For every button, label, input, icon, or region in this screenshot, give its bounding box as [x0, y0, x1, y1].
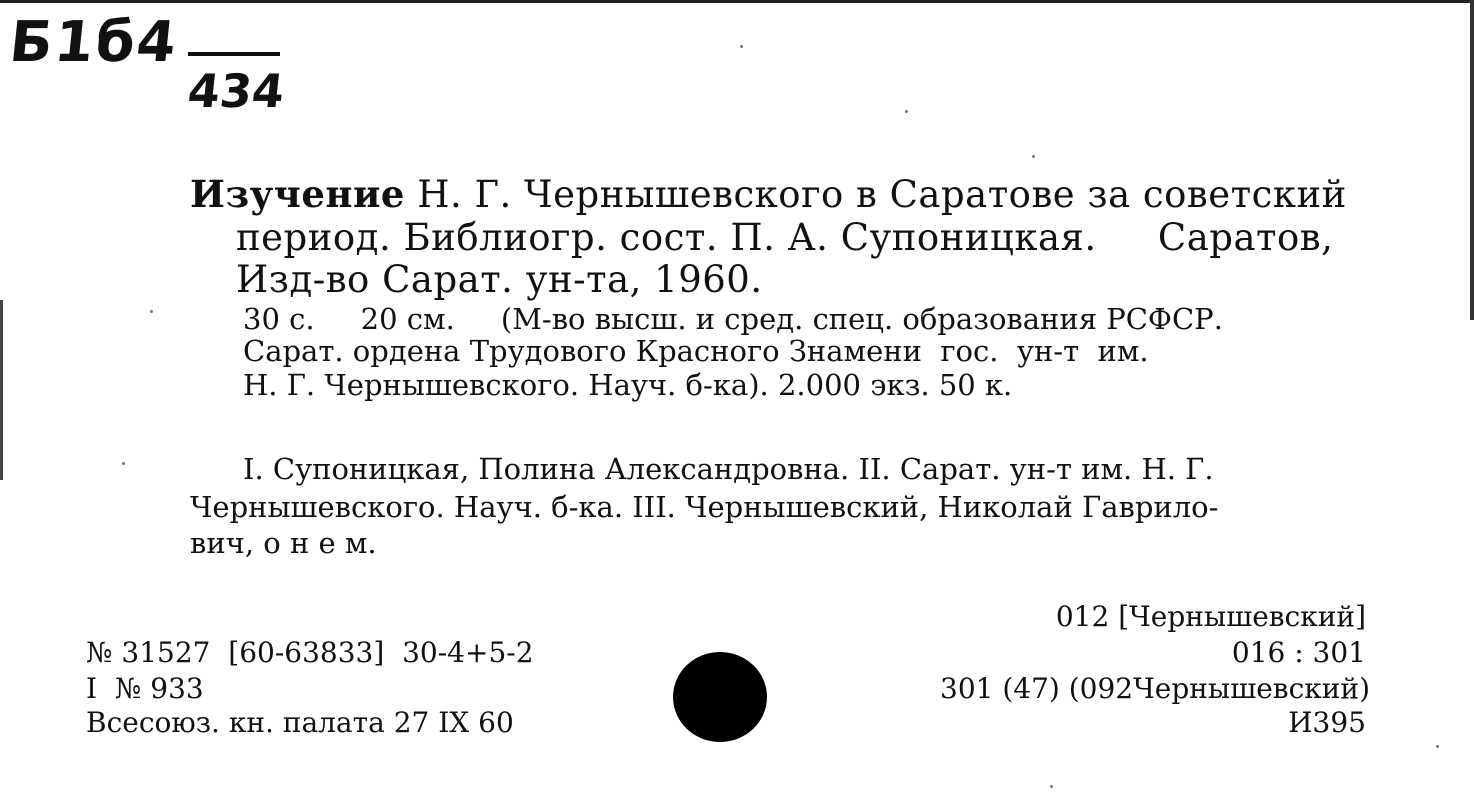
title-line-1	[190, 172, 1347, 216]
tracings-line-2: Чернышевского. Науч. б-ка. III. Чернышевский, Николай Гаврило-	[190, 490, 1219, 524]
scan-speck	[1436, 745, 1439, 748]
card-right-edge	[1470, 0, 1474, 320]
scan-speck	[122, 462, 125, 465]
scan-speck	[905, 110, 908, 113]
entry-heading: Изучение	[190, 172, 405, 216]
classification-line-2: 016 : 301	[1231, 636, 1366, 669]
collation-line-1: 30 с. 20 см. (М-во высш. и сред. спец. образования РСФСР.	[243, 302, 1223, 336]
scan-speck	[150, 310, 153, 313]
title-line-2: период. Библиогр. сост. П. А. Супоницкая. Саратов,	[236, 216, 1334, 259]
collation-line-3: Н. Г. Чернышевского. Науч. б-ка). 2.000 экз. 50 к.	[243, 368, 1013, 402]
card-left-edge-mark	[0, 300, 3, 480]
handwritten-shelfmark	[6, 10, 287, 120]
classification-line-3: 301 (47) (092Чернышевский)	[940, 672, 1370, 705]
scan-speck	[1050, 785, 1053, 788]
card-punch-hole	[673, 652, 767, 742]
card-top-edge	[0, 0, 1474, 3]
tracings-line-3: вич, о н е м.	[190, 526, 377, 560]
title-line-3: Изд-во Сарат. ун-та, 1960.	[236, 258, 763, 301]
classification-line-4: И395	[1288, 706, 1366, 739]
collation-line-2: Сарат. ордена Трудового Красного Знамени гос. ун-т им.	[243, 334, 1149, 368]
title-line-1-rest: Н. Г. Чернышевского в Саратове за советский	[417, 173, 1347, 216]
registration-line-2: I № 933	[86, 672, 204, 705]
classification-line-1: 012 [Чернышевский]	[1055, 600, 1366, 633]
registration-line-1: № 31527 [60-63833] 30-4+5-2	[86, 636, 534, 669]
shelfmark-divider	[188, 52, 280, 56]
registration-line-3: Всесоюз. кн. палата 27 IX 60	[86, 706, 514, 739]
scan-speck	[1032, 155, 1035, 158]
shelfmark-bottom: 434	[185, 64, 287, 118]
shelfmark-top: Б1б4	[6, 10, 182, 75]
scan-speck	[740, 45, 743, 48]
tracings-line-1: I. Супоницкая, Полина Александровна. II. Сарат. ун-т им. Н. Г.	[243, 452, 1214, 486]
